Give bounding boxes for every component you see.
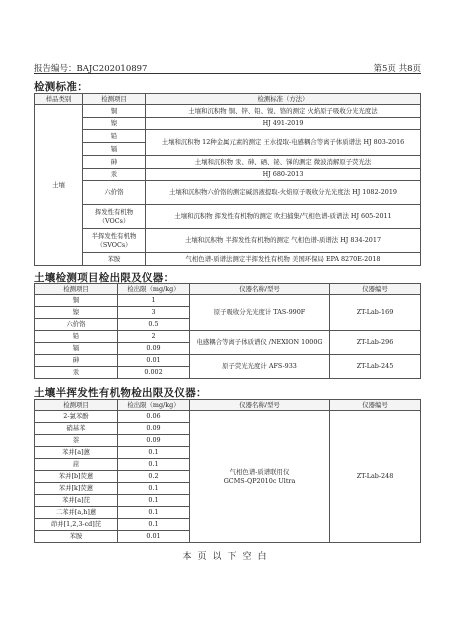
limit-cell: 0.1 (118, 447, 190, 459)
item-cell: 六价铬 (35, 319, 118, 331)
limit-cell: 2 (118, 331, 190, 343)
item-cell: 砷 (35, 355, 118, 367)
table-row (35, 229, 421, 253)
limit-cell: 0.1 (118, 519, 190, 531)
standard-cell: 土壤和沉积物 汞、砷、硒、铋、锑的测定 微波消解原子荧光法 (146, 156, 421, 169)
instrument-cell: 电感耦合等离子体质谱仪 /NEXION 1000G (190, 331, 330, 355)
limit-cell: 0.1 (118, 507, 190, 519)
standard-cell: 土壤和沉积物 半挥发性有机物的测定 气相色谱-质谱法 HJ 834-2017 (146, 229, 421, 253)
item-cell: 六价铬 (83, 181, 146, 205)
item-cell: 铜 (83, 105, 146, 118)
blank-page-note: 本页以下空白 (182, 552, 273, 562)
table-row (35, 181, 421, 205)
limit-cell: 1 (118, 295, 190, 307)
item-cell: 半挥发性有机物（SVOCs） (83, 229, 146, 253)
limit-cell: 0.1 (118, 495, 190, 507)
limit-cell: 0.06 (118, 411, 190, 423)
standard-cell: 土壤和沉积物 铜、锌、铅、镍、铬的测定 火焰原子吸收分光光度法 (146, 105, 421, 118)
col-header-limit: 检出限（mg/kg） (118, 400, 190, 411)
table-row (35, 253, 421, 266)
instrument-model: GCMS-QP2010c Ultra (223, 476, 296, 485)
item-cell: 苯并[b]荧蒽 (35, 471, 118, 483)
item-cell: 苯并[a]蒽 (35, 447, 118, 459)
svoc-limits-table (34, 399, 421, 543)
standard-cell: 土壤和沉积物六价铬的测定碱溶液提取-火焰原子吸收分光光度法 HJ 1082-2019 (146, 181, 421, 205)
item-cell: 挥发性有机物（VOCs） (83, 205, 146, 229)
col-header-code: 仪器编号 (330, 400, 421, 411)
item-cell: 铜 (35, 295, 118, 307)
item-cell: 汞 (83, 169, 146, 181)
instrument-name: 气相色谱-质谱联用仪 (229, 468, 290, 477)
standards-table (34, 93, 421, 266)
section-title-standards: 检测标准： (34, 81, 88, 93)
limit-cell: 3 (118, 307, 190, 319)
standard-cell: 土壤和沉积物 挥发性有机物的测定 吹扫捕集/气相色谱-质谱法 HJ 605-2011 (146, 205, 421, 229)
col-header-code: 仪器编号 (330, 284, 421, 295)
table-row (35, 169, 421, 181)
item-cell: 镍 (83, 118, 146, 130)
instrument-code-cell: ZT-Lab-245 (330, 355, 421, 379)
report-number: 报告编号：BAJC202010897 (34, 64, 148, 74)
item-cell: 䓛 (35, 459, 118, 471)
table-row (35, 118, 421, 130)
col-header-standard: 检测标准（方法） (146, 94, 421, 105)
item-cell: 苯胺 (83, 253, 146, 266)
instrument-code-cell: ZT-Lab-296 (330, 331, 421, 355)
limit-cell: 0.1 (118, 483, 190, 495)
col-header-instrument: 仪器名称/型号 (190, 400, 330, 411)
table-header-row (35, 94, 421, 105)
table-row (35, 205, 421, 229)
limit-cell: 0.002 (118, 367, 190, 379)
item-cell: 硝基苯 (35, 423, 118, 435)
item-cell: 苯胺 (35, 531, 118, 543)
soil-limits-table (34, 283, 421, 379)
item-cell: 苯并[a]芘 (35, 495, 118, 507)
item-cell: 镍 (35, 307, 118, 319)
item-cell: 镉 (35, 343, 118, 355)
item-cell: 铅 (83, 130, 146, 143)
table-row (35, 355, 421, 367)
table-row (35, 105, 421, 118)
header-rule (34, 73, 421, 74)
standard-cell: HJ 680-2013 (146, 169, 421, 181)
table-row (35, 411, 421, 423)
item-cell: 砷 (83, 156, 146, 169)
instrument-cell: 原子吸收分光光度计 TAS-990F (190, 295, 330, 331)
standard-cell: 土壤和沉积物 12种金属元素的测定 王水提取-电感耦合等离子体质谱法 HJ 803-2016 (146, 130, 421, 156)
section-title-soil-limits: 土壤检测项目检出限及仪器： (34, 272, 175, 284)
table-header-row (35, 400, 421, 411)
instrument-code-cell: ZT-Lab-248 (330, 411, 421, 543)
table-row (35, 295, 421, 307)
item-cell: 铅 (35, 331, 118, 343)
col-header-item: 检测项目 (35, 400, 118, 411)
instrument-cell (190, 411, 330, 543)
limit-cell: 0.09 (118, 435, 190, 447)
table-row (35, 331, 421, 343)
table-header-row (35, 284, 421, 295)
item-cell: 镉 (83, 143, 146, 156)
instrument-cell: 原子荧光光度计 AFS-933 (190, 355, 330, 379)
standard-cell: 气相色谱-质谱法测定半挥发性有机物 美国环保局 EPA 8270E-2018 (146, 253, 421, 266)
item-cell: 茚并[1,2,3-cd]芘 (35, 519, 118, 531)
item-cell: 2-氯苯酚 (35, 411, 118, 423)
section-title-svoc-limits: 土壤半挥发性有机物检出限及仪器： (34, 387, 207, 399)
item-cell: 二苯并[a,h]蒽 (35, 507, 118, 519)
limit-cell: 0.01 (118, 355, 190, 367)
table-row (35, 156, 421, 169)
col-header-instrument: 仪器名称/型号 (190, 284, 330, 295)
limit-cell: 0.2 (118, 471, 190, 483)
table-row (35, 130, 421, 143)
item-cell: 苯并[k]荧蒽 (35, 483, 118, 495)
limit-cell: 0.09 (118, 423, 190, 435)
item-cell: 汞 (35, 367, 118, 379)
standard-cell: HJ 491-2019 (146, 118, 421, 130)
instrument-code-cell: ZT-Lab-169 (330, 295, 421, 331)
limit-cell: 0.09 (118, 343, 190, 355)
limit-cell: 0.1 (118, 459, 190, 471)
page-indicator: 第5页 共8页 (373, 64, 421, 74)
col-header-category: 样品类别 (35, 94, 83, 105)
col-header-item: 检测项目 (35, 284, 118, 295)
sample-category: 土壤 (35, 105, 83, 266)
limit-cell: 0.01 (118, 531, 190, 543)
col-header-limit: 检出限（mg/kg） (118, 284, 190, 295)
item-cell: 萘 (35, 435, 118, 447)
limit-cell: 0.5 (118, 319, 190, 331)
col-header-item: 检测项目 (83, 94, 146, 105)
